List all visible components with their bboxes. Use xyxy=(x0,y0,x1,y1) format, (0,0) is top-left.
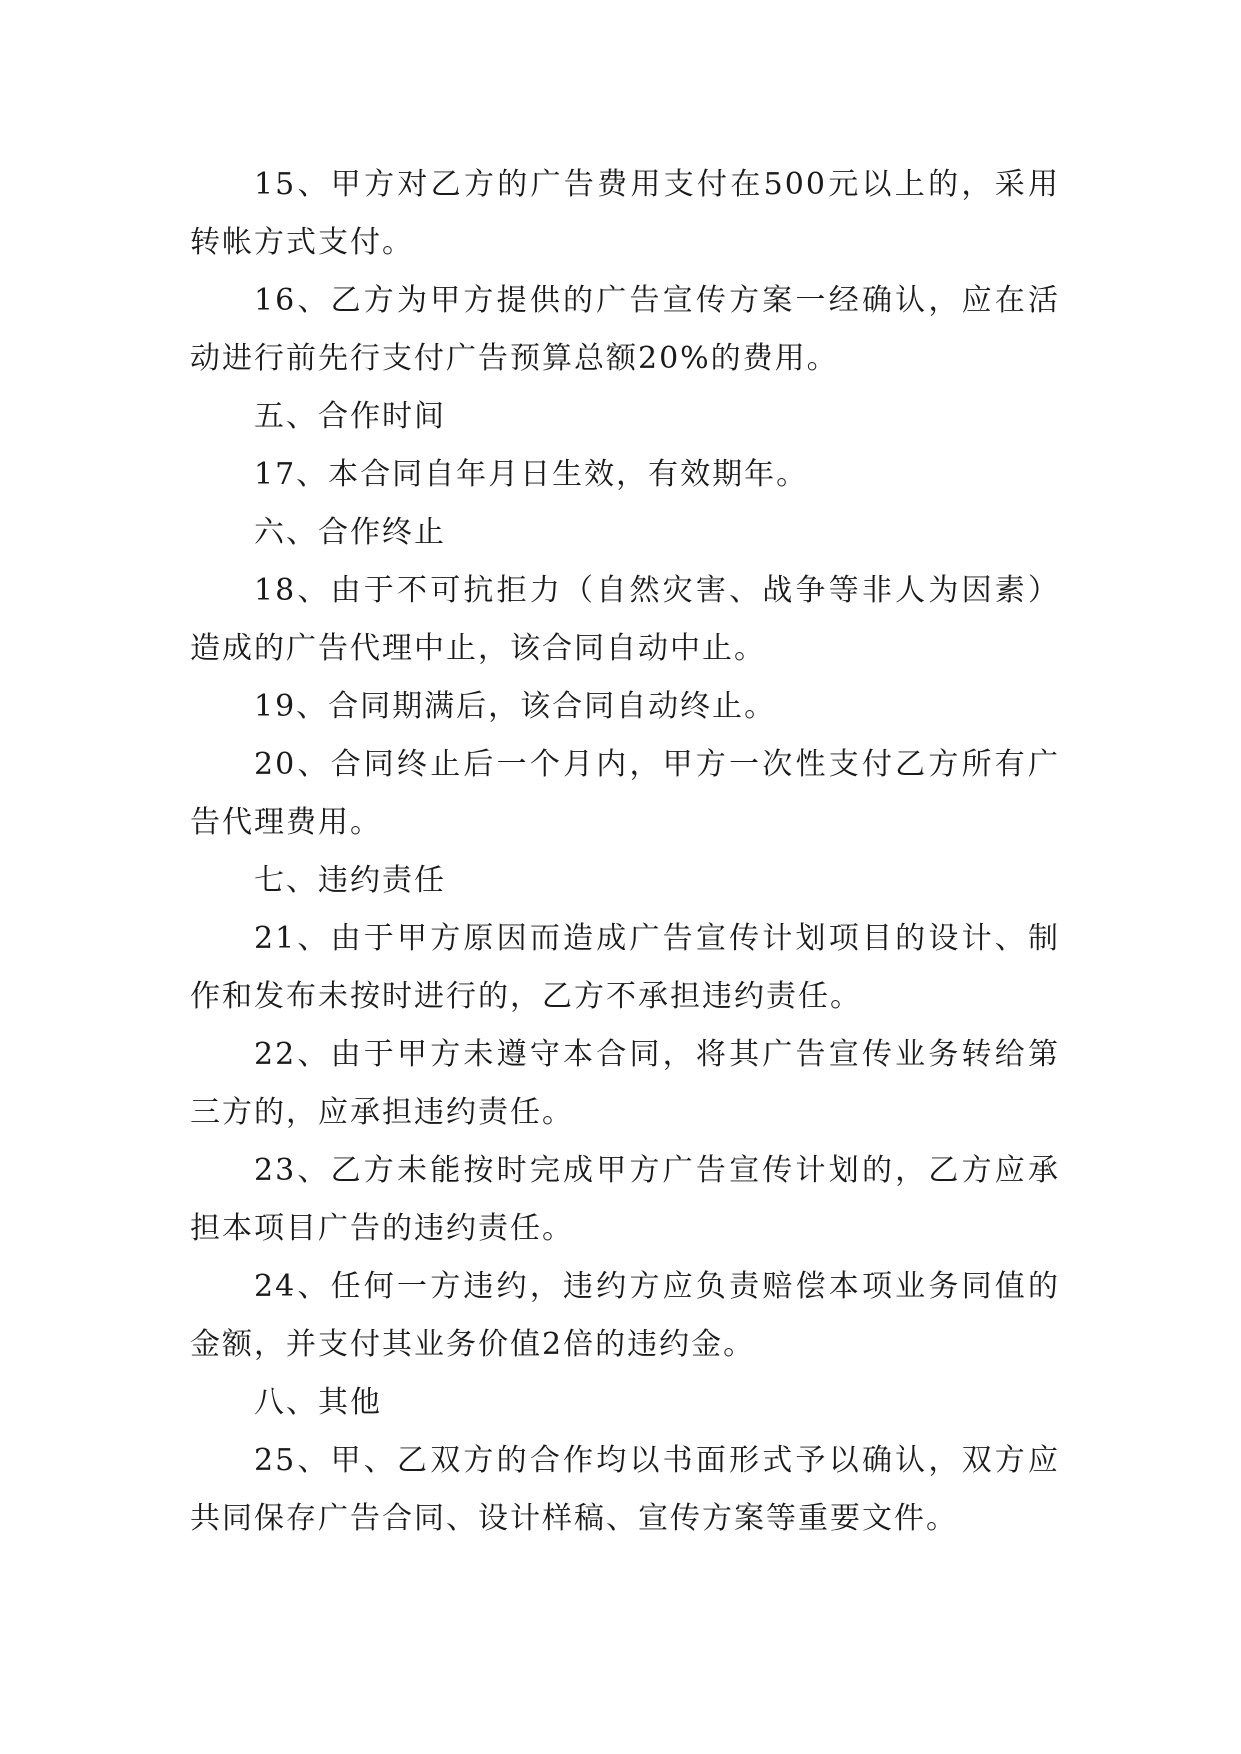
clause-16: 16、乙方为甲方提供的广告宣传方案一经确认，应在活动进行前先行支付广告预算总额20%的费用。 xyxy=(190,283,1060,376)
section-heading-other: 八、其他 xyxy=(254,1385,382,1420)
clause-24: 24、任何一方违约，违约方应负责赔偿本项业务同值的金额，并支付其业务价值2倍的违约金。 xyxy=(190,1269,1060,1362)
section-heading-termination: 六、合作终止 xyxy=(254,515,446,550)
clause-23: 23、乙方未能按时完成甲方广告宣传计划的，乙方应承担本项目广告的违约责任。 xyxy=(190,1153,1060,1246)
clause-15: 15、甲方对乙方的广告费用支付在500元以上的，采用转帐方式支付。 xyxy=(190,167,1060,260)
section-heading-breach-liability: 七、违约责任 xyxy=(254,863,446,898)
clause-20: 20、合同终止后一个月内，甲方一次性支付乙方所有广告代理费用。 xyxy=(190,747,1060,840)
clause-17: 17、本合同自年月日生效，有效期年。 xyxy=(254,457,809,492)
clause-22: 22、由于甲方未遵守本合同，将其广告宣传业务转给第三方的，应承担违约责任。 xyxy=(190,1037,1060,1130)
section-heading-cooperation-time: 五、合作时间 xyxy=(254,399,446,434)
clause-25: 25、甲、乙双方的合作均以书面形式予以确认，双方应共同保存广告合同、设计样稿、宣传方案等重要文件。 xyxy=(190,1443,1060,1536)
clause-19: 19、合同期满后，该合同自动终止。 xyxy=(254,689,777,724)
clause-18: 18、由于不可抗拒力（自然灾害、战争等非人为因素）造成的广告代理中止，该合同自动中止。 xyxy=(190,573,1060,666)
document-body xyxy=(190,156,1060,1548)
clause-21: 21、由于甲方原因而造成广告宣传计划项目的设计、制作和发布未按时进行的，乙方不承担违约责任。 xyxy=(190,921,1060,1014)
